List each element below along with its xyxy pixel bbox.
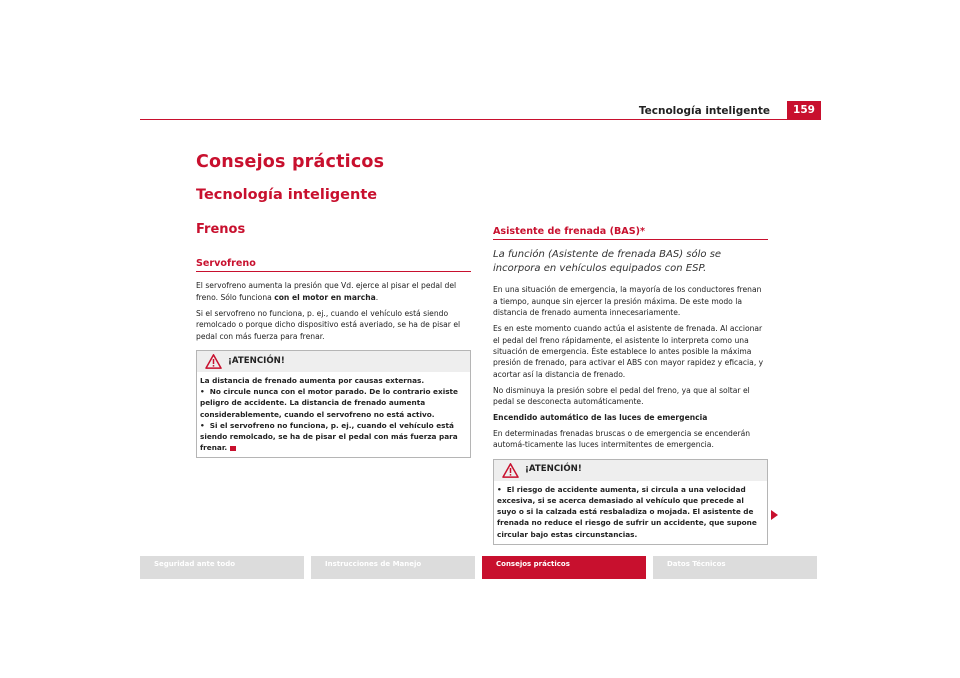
emphasis-text: con el motor en marcha (274, 292, 376, 302)
page-number: 159 (787, 101, 821, 119)
left-column (196, 258, 471, 458)
running-header-title: Tecnología inteligente (638, 105, 770, 117)
section-title: Tecnología inteligente (196, 187, 378, 203)
footer-tab-seguridad[interactable]: Seguridad ante todo (140, 556, 304, 579)
warning-header (197, 350, 470, 372)
paragraph: Es en este momento cuando actúa el asistente de frenada. Al accionar el pedal del freno rápidamente, el asistente lo interpreta como una situación de emergencia. Éste establece lo antes posible la máxima presión de frenado, para activar el ABS con mayor rapidez y eficacia, y acortar así la distancia de frenado. (493, 324, 764, 379)
warning-header (494, 459, 767, 481)
end-of-section-icon (230, 446, 236, 451)
warning-title: ¡ATENCIÓN! (228, 355, 285, 366)
topic-heading-servofreno: Servofreno (196, 258, 471, 272)
warning-intro: La distancia de frenado aumenta por causas externas. (200, 375, 425, 385)
footer-tab-datos[interactable]: Datos Técnicos (653, 556, 817, 579)
footer-tab-instrucciones[interactable]: Instrucciones de Manejo (311, 556, 475, 579)
paragraph: En una situación de emergencia, la mayoría de los conductores frenan a tiempo, aunque sin ejercer la presión máxima. De este modo la distancia de frenado aumenta innecesariamente. (493, 285, 762, 318)
warning-body (197, 372, 470, 457)
paragraph: El servofreno aumenta la presión que Vd. ejerce al pisar el pedal del freno. Sólo funciona con el motor en marcha. (196, 281, 457, 302)
footer-tab-consejos[interactable]: Consejos prácticos (482, 556, 646, 579)
warning-box (196, 350, 471, 458)
lead-text: La función (Asistente de frenada BAS) sólo se incorpora en vehículos equipados con ESP. (493, 249, 722, 275)
warning-bullet: • No circule nunca con el motor parado. De lo contrario existe peligro de accidente. La distancia de frenado aumenta considerablemente, cuando el servofreno no está activo. (200, 387, 458, 419)
warning-box (493, 459, 768, 545)
warning-bullet: • El riesgo de accidente aumenta, si circula a una velocidad excesiva, si se acerca demasiado al vehículo que precede al suyo o si la calzada está resbaladiza o mojada. El asistente de frenada no reduce el riesgo de sufrir un accidente, que supone circular bajo estas circunstancias. (497, 484, 757, 539)
warning-title: ¡ATENCIÓN! (525, 464, 582, 475)
warning-bullet: • Si el servofreno no funciona, p. ej., cuando el vehículo está siendo remolcado, se ha de pisar el pedal con más fuerza para frenar. (200, 420, 458, 453)
paragraph: No disminuya la presión sobre el pedal del freno, ya que al soltar el pedal se desconecta automáticamente. (493, 385, 750, 407)
paragraph: Si el servofreno no funciona, p. ej., cuando el vehículo está siendo remolcado o porque dicho dispositivo está averiado, se ha de pisar el pedal con más fuerza para frenar. (196, 308, 461, 341)
topic-heading-bas: Asistente de frenada (BAS)* (493, 226, 768, 240)
subheading: Encendido automático de las luces de emergencia (493, 412, 708, 422)
paragraph: En determinadas frenadas bruscas o de emergencia se encenderán automá-ticamente las luces intermitentes de emergencia. (493, 428, 751, 450)
warning-triangle-icon (502, 463, 519, 478)
continue-arrow-icon[interactable] (771, 510, 778, 520)
warning-triangle-icon (205, 354, 222, 369)
warning-body (494, 481, 767, 544)
right-column (493, 226, 768, 545)
chapter-title: Consejos prácticos (196, 152, 385, 172)
header-rule (140, 119, 821, 120)
subsection-title: Frenos (196, 222, 246, 237)
